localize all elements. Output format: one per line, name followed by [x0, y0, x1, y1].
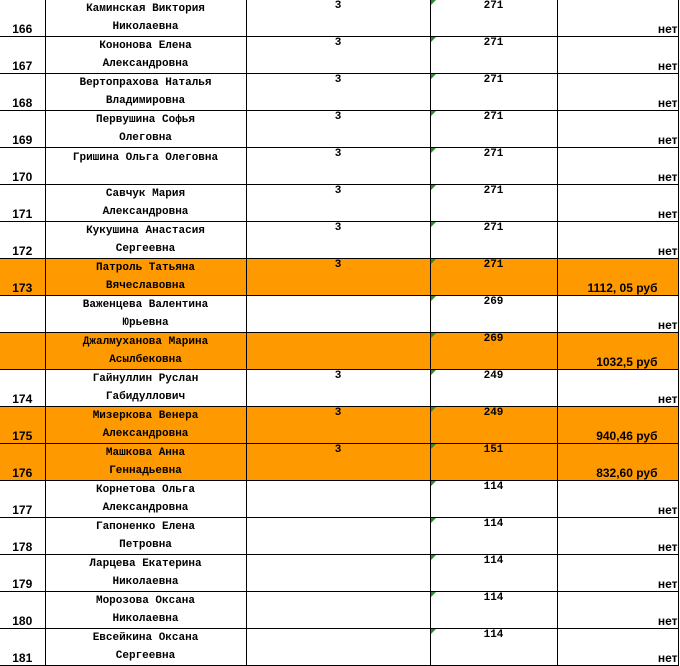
score-cell[interactable] — [430, 37, 557, 74]
name-line-1: Машкова Анна — [105, 447, 186, 459]
grade-cell[interactable]: 3 — [246, 111, 430, 148]
grade-cell[interactable]: 3 — [246, 74, 430, 111]
grade-cell[interactable]: 3 — [246, 148, 430, 185]
score-value: 271 — [483, 0, 504, 12]
error-indicator-icon — [431, 629, 436, 634]
table-row — [0, 370, 678, 407]
name-line-1: Гапоненко Елена — [95, 521, 196, 533]
row-number-cell[interactable]: 172 — [0, 222, 45, 259]
name-line-1: Кукушина Анастасия — [86, 225, 205, 237]
payment-cell[interactable]: нет — [557, 0, 678, 37]
payment-cell[interactable]: нет — [557, 555, 678, 592]
table-row — [0, 592, 678, 629]
name-line-1: Гришина Ольга Олеговна — [72, 152, 219, 164]
table-row — [0, 296, 678, 333]
name-line-2: Николаевна — [112, 613, 179, 625]
table-row — [0, 407, 678, 444]
table-row — [0, 111, 678, 148]
score-cell[interactable] — [430, 555, 557, 592]
error-indicator-icon — [431, 185, 436, 190]
grade-cell[interactable] — [246, 481, 430, 518]
error-indicator-icon — [431, 296, 436, 301]
table-row — [0, 148, 678, 185]
payment-cell[interactable]: 832,60 руб — [557, 444, 678, 481]
error-indicator-icon — [431, 444, 436, 449]
grade-cell[interactable] — [246, 555, 430, 592]
row-number-cell[interactable]: 175 — [0, 407, 45, 444]
full-name-cell[interactable] — [45, 518, 246, 555]
grade-cell[interactable]: 3 — [246, 370, 430, 407]
error-indicator-icon — [431, 592, 436, 597]
payment-cell[interactable]: нет — [557, 481, 678, 518]
score-value: 114 — [483, 518, 504, 530]
grade-cell[interactable] — [246, 333, 430, 370]
payment-cell[interactable]: 940,46 руб — [557, 407, 678, 444]
name-line-1: Патроль Татьяна — [95, 262, 196, 274]
table-row — [0, 518, 678, 555]
payment-cell[interactable]: нет — [557, 629, 678, 666]
table-row — [0, 629, 678, 666]
payment-cell[interactable]: 1112, 05 руб — [557, 259, 678, 296]
name-line-2: Николаевна — [112, 576, 179, 588]
name-line-1: Кононова Елена — [99, 40, 192, 52]
row-number-cell[interactable] — [0, 296, 45, 333]
row-number-cell[interactable]: 176 — [0, 444, 45, 481]
table-row — [0, 74, 678, 111]
score-cell[interactable] — [430, 370, 557, 407]
score-value: 271 — [483, 111, 504, 123]
score-cell[interactable] — [430, 111, 557, 148]
table-row — [0, 481, 678, 518]
payment-cell[interactable]: 1032,5 руб — [557, 333, 678, 370]
score-cell[interactable] — [430, 333, 557, 370]
score-cell[interactable] — [430, 592, 557, 629]
full-name-cell[interactable] — [45, 555, 246, 592]
row-number-cell[interactable]: 169 — [0, 111, 45, 148]
error-indicator-icon — [431, 148, 436, 153]
full-name-cell[interactable] — [45, 444, 246, 481]
name-line-2: Николаевна — [112, 21, 179, 33]
error-indicator-icon — [431, 111, 436, 116]
payment-cell[interactable]: нет — [557, 74, 678, 111]
name-line-2: Асылбековна — [109, 354, 182, 366]
table-row — [0, 222, 678, 259]
full-name-cell[interactable] — [45, 370, 246, 407]
name-line-1: Вертопрахова Наталья — [79, 77, 212, 89]
full-name-cell[interactable] — [45, 592, 246, 629]
score-value: 271 — [483, 37, 504, 49]
full-name-cell[interactable] — [45, 0, 246, 37]
score-value: 271 — [483, 185, 504, 197]
table-row — [0, 444, 678, 481]
score-cell[interactable] — [430, 0, 557, 37]
score-cell[interactable] — [430, 629, 557, 666]
score-cell[interactable] — [430, 148, 557, 185]
table-row — [0, 333, 678, 370]
full-name-cell[interactable] — [45, 333, 246, 370]
full-name-cell[interactable] — [45, 148, 246, 185]
name-line-2: Габидуллович — [105, 391, 186, 403]
name-line-1: Корнетова Ольга — [95, 484, 196, 496]
payment-cell[interactable]: нет — [557, 222, 678, 259]
row-number-cell[interactable]: 177 — [0, 481, 45, 518]
score-value: 269 — [483, 296, 504, 308]
score-value: 271 — [483, 148, 504, 160]
row-number-cell[interactable] — [0, 333, 45, 370]
name-line-2: Сергеевна — [115, 243, 176, 255]
full-name-cell[interactable] — [45, 185, 246, 222]
name-line-2: Александровна — [102, 206, 189, 218]
error-indicator-icon — [431, 222, 436, 227]
full-name-cell[interactable] — [45, 259, 246, 296]
name-line-1: Мизеркова Венера — [92, 410, 199, 422]
full-name-cell[interactable] — [45, 111, 246, 148]
error-indicator-icon — [431, 259, 436, 264]
score-cell[interactable] — [430, 481, 557, 518]
row-number-cell[interactable]: 168 — [0, 74, 45, 111]
row-number-cell[interactable]: 167 — [0, 37, 45, 74]
score-value: 114 — [483, 481, 504, 493]
name-line-2: Геннадьевна — [109, 465, 182, 477]
score-cell[interactable] — [430, 222, 557, 259]
name-line-1: Ларцева Екатерина — [89, 558, 202, 570]
score-value: 114 — [483, 555, 504, 567]
score-value: 269 — [483, 333, 504, 345]
full-name-cell[interactable] — [45, 481, 246, 518]
payment-cell[interactable]: нет — [557, 37, 678, 74]
error-indicator-icon — [431, 555, 436, 560]
error-indicator-icon — [431, 74, 436, 79]
row-number-cell[interactable]: 181 — [0, 629, 45, 666]
name-line-2: Сергеевна — [115, 650, 176, 662]
payment-cell[interactable]: нет — [557, 148, 678, 185]
payment-cell[interactable]: нет — [557, 592, 678, 629]
payment-cell[interactable]: нет — [557, 518, 678, 555]
payment-cell[interactable]: нет — [557, 370, 678, 407]
name-line-1: Каминская Виктория — [86, 3, 205, 15]
grade-cell[interactable] — [246, 629, 430, 666]
score-cell[interactable] — [430, 185, 557, 222]
error-indicator-icon — [431, 370, 436, 375]
table-row — [0, 185, 678, 222]
name-line-2: Александровна — [102, 502, 189, 514]
score-cell[interactable] — [430, 518, 557, 555]
name-line-2: Олеговна — [119, 132, 172, 144]
name-line-2: Александровна — [102, 58, 189, 70]
name-line-2: Владимировна — [105, 95, 186, 107]
name-line-2: Юрьевна — [122, 317, 169, 329]
table-row — [0, 259, 678, 296]
score-cell[interactable] — [430, 296, 557, 333]
name-line-2: Вячеславовна — [105, 280, 186, 292]
name-line-1: Джалмуханова Марина — [82, 336, 209, 348]
error-indicator-icon — [431, 518, 436, 523]
score-cell[interactable] — [430, 74, 557, 111]
grade-cell[interactable]: 3 — [246, 37, 430, 74]
error-indicator-icon — [431, 333, 436, 338]
row-number-cell[interactable]: 166 — [0, 0, 45, 37]
table-row — [0, 37, 678, 74]
name-line-1: Гайнуллин Руслан — [92, 373, 199, 385]
grade-cell[interactable]: 3 — [246, 0, 430, 37]
row-number-cell[interactable]: 170 — [0, 148, 45, 185]
full-name-cell[interactable] — [45, 629, 246, 666]
error-indicator-icon — [431, 0, 436, 5]
name-line-1: Савчук Мария — [105, 188, 186, 200]
row-number-cell[interactable]: 180 — [0, 592, 45, 629]
name-line-2: Петровна — [119, 539, 172, 551]
full-name-cell[interactable] — [45, 37, 246, 74]
error-indicator-icon — [431, 481, 436, 486]
score-value: 114 — [483, 592, 504, 604]
score-value: 151 — [483, 444, 504, 456]
score-value: 249 — [483, 370, 504, 382]
full-name-cell[interactable] — [45, 296, 246, 333]
score-value: 271 — [483, 259, 504, 271]
full-name-cell[interactable] — [45, 407, 246, 444]
row-number-cell[interactable]: 173 — [0, 259, 45, 296]
score-cell[interactable] — [430, 259, 557, 296]
grade-cell[interactable]: 3 — [246, 407, 430, 444]
name-line-1: Важенцева Валентина — [82, 299, 209, 311]
score-value: 271 — [483, 74, 504, 86]
score-value: 249 — [483, 407, 504, 419]
score-value: 114 — [483, 629, 504, 641]
error-indicator-icon — [431, 37, 436, 42]
grade-cell[interactable]: 3 — [246, 222, 430, 259]
error-indicator-icon — [431, 407, 436, 412]
table-row — [0, 555, 678, 592]
name-line-1: Евсейкина Оксана — [92, 632, 199, 644]
row-number-cell[interactable]: 179 — [0, 555, 45, 592]
grade-cell[interactable] — [246, 592, 430, 629]
grade-cell[interactable]: 3 — [246, 185, 430, 222]
full-name-cell[interactable] — [45, 74, 246, 111]
payment-cell[interactable]: нет — [557, 111, 678, 148]
name-line-1: Первушина Софья — [95, 114, 196, 126]
score-value: 271 — [483, 222, 504, 234]
grade-cell[interactable] — [246, 518, 430, 555]
row-number-cell[interactable]: 178 — [0, 518, 45, 555]
name-line-1: Морозова Оксана — [95, 595, 196, 607]
grade-cell[interactable]: 3 — [246, 259, 430, 296]
table-row — [0, 0, 678, 37]
payment-cell[interactable]: нет — [557, 296, 678, 333]
full-name-cell[interactable] — [45, 222, 246, 259]
score-cell[interactable] — [430, 444, 557, 481]
grade-cell[interactable] — [246, 296, 430, 333]
row-number-cell[interactable]: 174 — [0, 370, 45, 407]
score-cell[interactable] — [430, 407, 557, 444]
grade-cell[interactable]: 3 — [246, 444, 430, 481]
name-line-2: Александровна — [102, 428, 189, 440]
row-number-cell[interactable]: 171 — [0, 185, 45, 222]
payment-cell[interactable]: нет — [557, 185, 678, 222]
